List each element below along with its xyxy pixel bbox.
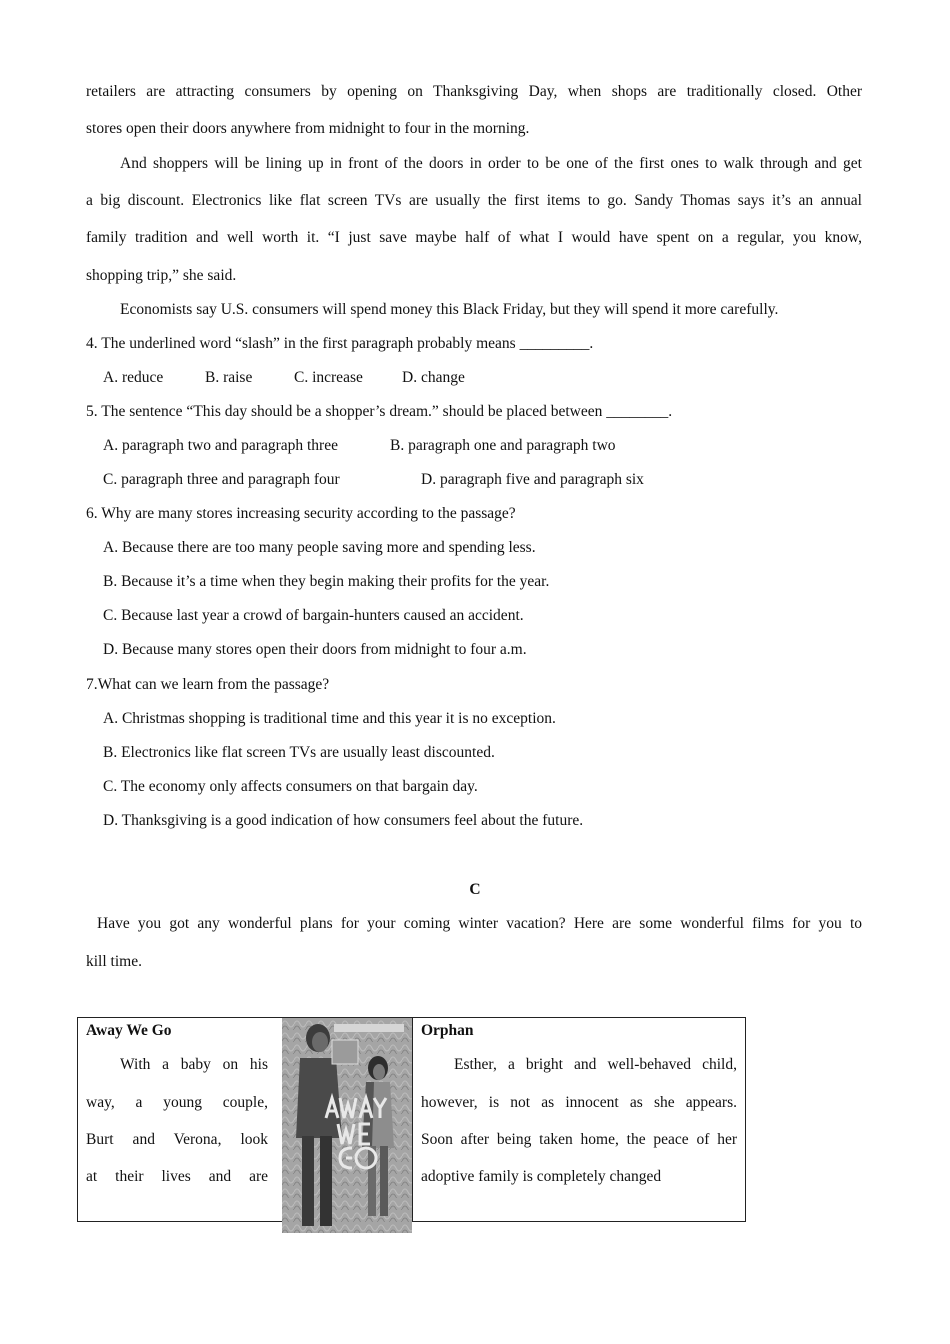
passage-line: family tradition and well worth it. “I just save maybe half of what I would have spent on a regular, you know,: [86, 229, 862, 246]
question-4: [86, 334, 862, 354]
film-description-line: Soon after being taken home, the peace of her: [421, 1131, 737, 1148]
question-5: [86, 402, 862, 422]
option-c: C. increase: [294, 369, 363, 386]
option-a: A. reduce: [103, 369, 164, 386]
film-title: Away We Go: [86, 1022, 172, 1039]
question-5-options-row2: [103, 470, 879, 490]
option-a: A. Because there are too many people saving more and spending less.: [103, 539, 536, 556]
option-d: D. Because many stores open their doors from midnight to four a.m.: [103, 641, 527, 658]
column-divider: [412, 1018, 413, 1221]
option-a: A. Christmas shopping is traditional time and this year it is no exception.: [103, 710, 556, 727]
film-title: Orphan: [421, 1022, 474, 1039]
passage-line: shopping trip,” she said.: [86, 267, 237, 284]
option-a: A. paragraph two and paragraph three: [103, 437, 338, 454]
passage-line: And shoppers will be lining up in front of the doors in order to be one of the first ones to walk through and get: [120, 155, 862, 172]
film-description-line: way, a young couple,: [86, 1094, 268, 1111]
question-5-text: 5. The sentence “This day should be a shopper’s dream.” should be placed between: [86, 403, 603, 420]
option-b: B. paragraph one and paragraph two: [390, 437, 616, 454]
film-description-line: adoptive family is completely changed: [421, 1168, 662, 1185]
option-b: B. Because it’s a time when they begin making their profits for the year.: [103, 573, 550, 590]
answer-blank: _________: [519, 335, 590, 352]
passage-line: retailers are attracting consumers by opening on Thanksgiving Day, when shops are traditionally closed. Other: [86, 83, 862, 100]
film-description-line: With a baby on his: [120, 1056, 268, 1073]
section-intro-line: kill time.: [86, 953, 142, 970]
question-7-text: 7.What can we learn from the passage?: [86, 676, 330, 693]
passage-line: Economists say U.S. consumers will spend money this Black Friday, but they will spend it more carefully.: [120, 301, 779, 318]
film-description-line: however, is not as innocent as she appears.: [421, 1094, 737, 1111]
answer-blank: ________: [606, 403, 669, 420]
question-6-text: 6. Why are many stores increasing security according to the passage?: [86, 505, 516, 522]
option-b: B. Electronics like flat screen TVs are usually least discounted.: [103, 744, 495, 761]
option-c: C. paragraph three and paragraph four: [103, 471, 340, 488]
poster-illustration: [282, 1018, 412, 1233]
option-c: C. Because last year a crowd of bargain-hunters caused an accident.: [103, 607, 524, 624]
film-description-line: Esther, a bright and well-behaved child,: [454, 1056, 737, 1073]
section-intro-line: Have you got any wonderful plans for your coming winter vacation? Here are some wonderful films for you to: [97, 915, 862, 932]
film-description-line: Burt and Verona, look: [86, 1131, 268, 1148]
option-d: D. change: [402, 369, 465, 386]
section-heading: C: [469, 881, 481, 898]
film-description-line: at their lives and are: [86, 1168, 268, 1185]
passage-line: stores open their doors anywhere from midnight to four in the morning.: [86, 120, 530, 137]
question-4-text: 4. The underlined word “slash” in the first paragraph probably means: [86, 335, 516, 352]
option-c: C. The economy only affects consumers on that bargain day.: [103, 778, 478, 795]
option-b: B. raise: [205, 369, 253, 386]
question-5-options-row1: [103, 436, 879, 456]
question-4-options: [103, 368, 879, 388]
passage-line: a big discount. Electronics like flat screen TVs are usually the first items to go. Sandy Thomas says it’s an annual: [86, 192, 862, 209]
option-d: D. Thanksgiving is a good indication of how consumers feel about the future.: [103, 812, 584, 829]
question-4-end: .: [589, 335, 594, 352]
option-d: D. paragraph five and paragraph six: [421, 471, 644, 488]
film-poster-image: [282, 1018, 412, 1233]
question-5-end: .: [668, 403, 673, 420]
